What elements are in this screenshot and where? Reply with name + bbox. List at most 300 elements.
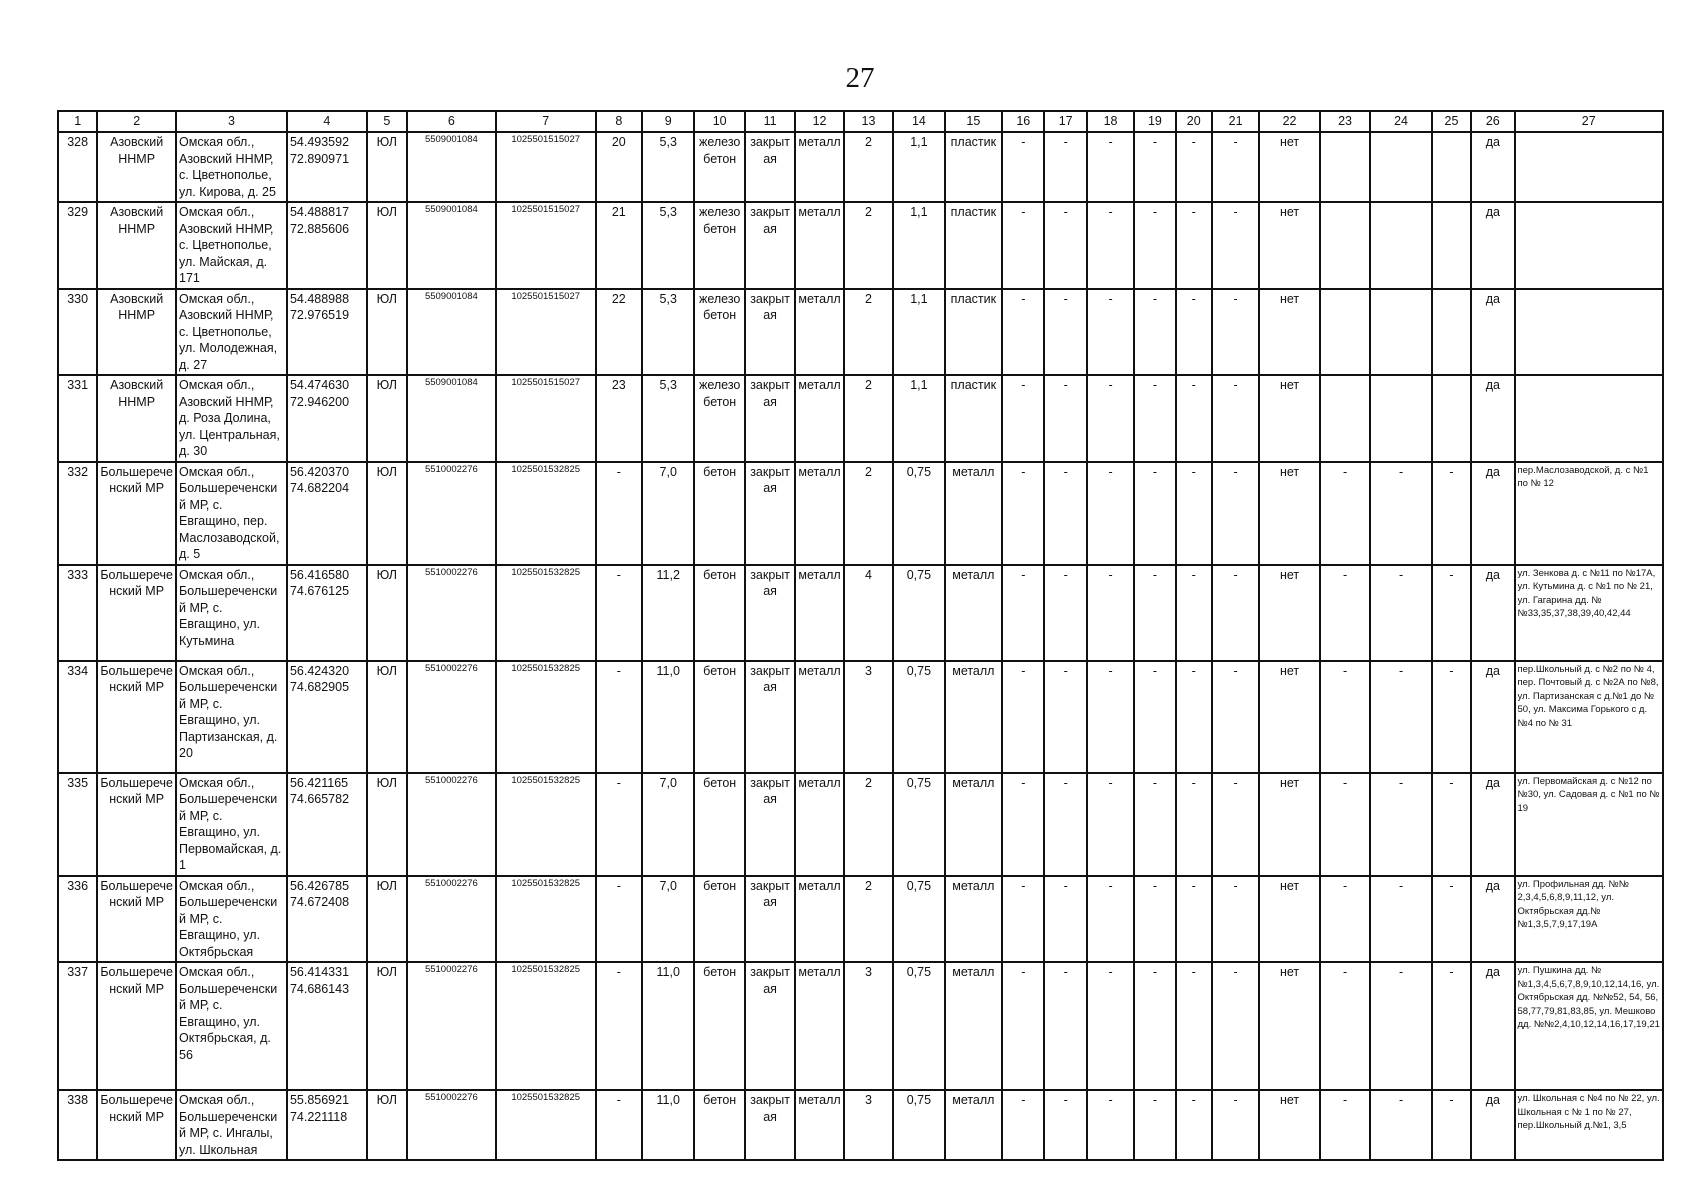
column-header-26: 26 — [1471, 111, 1514, 132]
cell-area: 5,3 — [642, 375, 694, 462]
cell-col-19: - — [1134, 1090, 1175, 1160]
longitude: 74.686143 — [289, 981, 350, 996]
table-row — [58, 1090, 1663, 1160]
cell-col-26: да — [1471, 773, 1514, 876]
cell-col-17: - — [1044, 202, 1086, 289]
cell-col-19: - — [1134, 661, 1175, 773]
longitude: 74.221118 — [289, 1109, 348, 1124]
column-header-27: 27 — [1515, 111, 1664, 132]
cell-col-24: - — [1370, 462, 1432, 565]
cell-material-2: металл — [945, 462, 1003, 565]
cell-col-19: - — [1134, 132, 1175, 202]
cell-address: Омская обл., Большереченский МР, с. Ингалы, ул. Школьная — [176, 1090, 287, 1160]
cell-container-material: металл — [795, 132, 843, 202]
cell-col-16: - — [1002, 962, 1044, 1090]
table-row — [58, 289, 1663, 376]
cell-col-21: - — [1212, 462, 1259, 565]
cell-col-24 — [1370, 289, 1432, 376]
cell-address: Омская обл., Азовский ННМР, д. Роза Долина, ул. Центральная, д. 30 — [176, 375, 287, 462]
cell-col-18: - — [1087, 773, 1134, 876]
cell-surface: бетон — [694, 462, 744, 565]
cell-number: 333 — [58, 565, 97, 661]
cell-col-8: - — [596, 462, 642, 565]
cell-container-count: 3 — [844, 962, 893, 1090]
cell-col-26: да — [1471, 661, 1514, 773]
cell-owner-type: ЮЛ — [367, 565, 407, 661]
longitude: 72.885606 — [289, 221, 350, 236]
cell-number: 330 — [58, 289, 97, 376]
cell-inn: 5510002276 — [407, 876, 496, 963]
cell-coordinates — [287, 773, 367, 876]
cell-owner-type: ЮЛ — [367, 1090, 407, 1160]
column-header-18: 18 — [1087, 111, 1134, 132]
cell-coordinates — [287, 132, 367, 202]
cell-container-volume: 0,75 — [893, 876, 944, 963]
cell-surface: железо бетон — [694, 132, 744, 202]
latitude: 56.414331 — [289, 965, 350, 979]
cell-container-count: 2 — [844, 289, 893, 376]
column-header-13: 13 — [844, 111, 893, 132]
cell-area: 7,0 — [642, 773, 694, 876]
cell-container-count: 2 — [844, 375, 893, 462]
cell-inn: 5510002276 — [407, 962, 496, 1090]
cell-col-17: - — [1044, 375, 1086, 462]
cell-col-24 — [1370, 132, 1432, 202]
cell-owner-type: ЮЛ — [367, 773, 407, 876]
cell-col-16: - — [1002, 565, 1044, 661]
cell-ogrn: 1025501532825 — [496, 1090, 596, 1160]
cell-col-24 — [1370, 375, 1432, 462]
cell-material-2: металл — [945, 773, 1003, 876]
longitude: 74.676125 — [289, 584, 350, 598]
cell-container-material: металл — [795, 962, 843, 1090]
column-header-9: 9 — [642, 111, 694, 132]
cell-col-22: нет — [1259, 773, 1320, 876]
cell-number: 338 — [58, 1090, 97, 1160]
cell-owner-type: ЮЛ — [367, 661, 407, 773]
cell-address: Омская обл., Азовский ННМР, с. Цветнополье, ул. Майская, д. 171 — [176, 202, 287, 289]
cell-col-26: да — [1471, 565, 1514, 661]
cell-served-addresses: ул. Первомайская д. с №12 по №30, ул. Садовая д. с №1 по № 19 — [1515, 773, 1664, 876]
cell-container-material: металл — [795, 375, 843, 462]
latitude: 56.416580 — [289, 567, 350, 582]
cell-number: 332 — [58, 462, 97, 565]
cell-container-count: 2 — [844, 132, 893, 202]
cell-col-16: - — [1002, 773, 1044, 876]
cell-material-2: металл — [945, 876, 1003, 963]
cell-col-18: - — [1087, 462, 1134, 565]
cell-col-18: - — [1087, 661, 1134, 773]
cell-col-23: - — [1320, 565, 1370, 661]
column-header-15: 15 — [945, 111, 1003, 132]
column-header-23: 23 — [1320, 111, 1370, 132]
cell-container-count: 4 — [844, 565, 893, 661]
cell-col-8: 20 — [596, 132, 642, 202]
column-header-7: 7 — [496, 111, 596, 132]
cell-col-25 — [1432, 289, 1471, 376]
cell-col-24: - — [1370, 962, 1432, 1090]
cell-address: Омская обл., Большереченский МР, с. Евгащино, ул. Первомайская, д. 1 — [176, 773, 287, 876]
cell-address: Омская обл., Большереченский МР, с. Евгащино, ул. Октябрьская — [176, 876, 287, 963]
cell-inn: 5510002276 — [407, 565, 496, 661]
cell-col-17: - — [1044, 661, 1086, 773]
cell-col-8: 23 — [596, 375, 642, 462]
table-row — [58, 375, 1663, 462]
cell-col-16: - — [1002, 375, 1044, 462]
cell-container-material: металл — [795, 462, 843, 565]
cell-col-18: - — [1087, 962, 1134, 1090]
cell-served-addresses — [1515, 132, 1664, 202]
cell-col-20: - — [1176, 1090, 1212, 1160]
cell-col-23 — [1320, 202, 1370, 289]
cell-col-24: - — [1370, 661, 1432, 773]
cell-surface: железо бетон — [694, 202, 744, 289]
cell-container-volume: 0,75 — [893, 962, 944, 1090]
cell-surface: бетон — [694, 773, 744, 876]
cell-col-18: - — [1087, 375, 1134, 462]
cell-site-type: закрыт ая — [745, 462, 795, 565]
cell-col-21: - — [1212, 565, 1259, 661]
cell-col-8: 21 — [596, 202, 642, 289]
cell-served-addresses: ул. Зенкова д. с №11 по №17А, ул. Кутьмина д. с №1 по № 21, ул. Гагарина дд. №№33,35,37,38,39,40,42,44 — [1515, 565, 1664, 661]
cell-material-2: металл — [945, 661, 1003, 773]
cell-surface: бетон — [694, 565, 744, 661]
cell-col-23: - — [1320, 1090, 1370, 1160]
cell-owner-type: ЮЛ — [367, 289, 407, 376]
cell-col-21: - — [1212, 289, 1259, 376]
longitude: 74.682204 — [289, 481, 350, 495]
cell-municipality: Азовский ННМР — [97, 289, 176, 376]
cell-col-24: - — [1370, 565, 1432, 661]
cell-municipality: Азовский ННМР — [97, 132, 176, 202]
cell-municipality: Большереченский МР — [97, 462, 176, 565]
cell-col-26: да — [1471, 876, 1514, 963]
cell-site-type: закрыт ая — [745, 661, 795, 773]
cell-col-20: - — [1176, 773, 1212, 876]
cell-container-material: металл — [795, 289, 843, 376]
cell-col-18: - — [1087, 202, 1134, 289]
cell-material-2: металл — [945, 565, 1003, 661]
cell-number: 336 — [58, 876, 97, 963]
cell-container-material: металл — [795, 773, 843, 876]
cell-col-16: - — [1002, 462, 1044, 565]
cell-col-22: нет — [1259, 202, 1320, 289]
cell-col-26: да — [1471, 202, 1514, 289]
cell-container-volume: 0,75 — [893, 565, 944, 661]
cell-col-21: - — [1212, 661, 1259, 773]
column-header-22: 22 — [1259, 111, 1320, 132]
cell-col-16: - — [1002, 202, 1044, 289]
cell-ogrn: 1025501532825 — [496, 462, 596, 565]
cell-col-17: - — [1044, 1090, 1086, 1160]
cell-col-8: - — [596, 565, 642, 661]
column-header-16: 16 — [1002, 111, 1044, 132]
cell-site-type: закрыт ая — [745, 773, 795, 876]
cell-col-25 — [1432, 132, 1471, 202]
latitude: 56.420370 — [289, 464, 350, 479]
latitude: 55.856921 — [289, 1093, 350, 1107]
cell-site-type: закрыт ая — [745, 962, 795, 1090]
cell-col-8: - — [596, 1090, 642, 1160]
cell-col-18: - — [1087, 565, 1134, 661]
cell-col-8: 22 — [596, 289, 642, 376]
table-row — [58, 132, 1663, 202]
cell-coordinates — [287, 289, 367, 376]
cell-col-22: нет — [1259, 565, 1320, 661]
cell-col-19: - — [1134, 202, 1175, 289]
cell-col-8: - — [596, 876, 642, 963]
cell-col-20: - — [1176, 462, 1212, 565]
cell-col-22: нет — [1259, 289, 1320, 376]
cell-col-8: - — [596, 773, 642, 876]
cell-col-17: - — [1044, 462, 1086, 565]
cell-material-2: металл — [945, 1090, 1003, 1160]
cell-area: 5,3 — [642, 202, 694, 289]
cell-col-22: нет — [1259, 462, 1320, 565]
cell-col-19: - — [1134, 375, 1175, 462]
cell-area: 7,0 — [642, 462, 694, 565]
cell-site-type: закрыт ая — [745, 1090, 795, 1160]
cell-col-26: да — [1471, 462, 1514, 565]
cell-coordinates — [287, 375, 367, 462]
cell-container-volume: 0,75 — [893, 773, 944, 876]
column-header-10: 10 — [694, 111, 744, 132]
cell-surface: бетон — [694, 661, 744, 773]
cell-col-17: - — [1044, 565, 1086, 661]
cell-container-count: 2 — [844, 202, 893, 289]
cell-col-26: да — [1471, 962, 1514, 1090]
cell-served-addresses: ул. Профильная дд. №№ 2,3,4,5,6,8,9,11,12, ул. Октябрьская дд.№№1,3,5,7,9,17,19А — [1515, 876, 1664, 963]
cell-col-23 — [1320, 132, 1370, 202]
latitude: 56.421165 — [289, 775, 349, 790]
cell-surface: бетон — [694, 962, 744, 1090]
table-row — [58, 202, 1663, 289]
cell-ogrn: 1025501532825 — [496, 773, 596, 876]
cell-inn: 5510002276 — [407, 773, 496, 876]
cell-container-volume: 0,75 — [893, 661, 944, 773]
cell-coordinates — [287, 876, 367, 963]
cell-col-20: - — [1176, 375, 1212, 462]
table-row — [58, 773, 1663, 876]
cell-col-26: да — [1471, 375, 1514, 462]
table-body — [58, 132, 1663, 1160]
longitude: 74.682905 — [289, 680, 350, 694]
cell-col-22: нет — [1259, 132, 1320, 202]
cell-coordinates — [287, 462, 367, 565]
cell-site-type: закрыт ая — [745, 876, 795, 963]
cell-col-26: да — [1471, 132, 1514, 202]
cell-col-23: - — [1320, 462, 1370, 565]
cell-col-25 — [1432, 202, 1471, 289]
cell-col-19: - — [1134, 876, 1175, 963]
header-row — [58, 111, 1663, 132]
cell-col-20: - — [1176, 565, 1212, 661]
cell-municipality: Азовский ННМР — [97, 375, 176, 462]
column-header-19: 19 — [1134, 111, 1175, 132]
cell-col-16: - — [1002, 132, 1044, 202]
cell-ogrn: 1025501515027 — [496, 202, 596, 289]
longitude: 72.976519 — [289, 308, 350, 322]
cell-surface: железо бетон — [694, 375, 744, 462]
cell-col-20: - — [1176, 876, 1212, 963]
cell-col-20: - — [1176, 962, 1212, 1090]
cell-owner-type: ЮЛ — [367, 202, 407, 289]
cell-col-19: - — [1134, 773, 1175, 876]
cell-col-17: - — [1044, 132, 1086, 202]
cell-col-24: - — [1370, 876, 1432, 963]
cell-area: 5,3 — [642, 289, 694, 376]
cell-col-24: - — [1370, 1090, 1432, 1160]
cell-col-8: - — [596, 661, 642, 773]
cell-area: 11,2 — [642, 565, 694, 661]
cell-owner-type: ЮЛ — [367, 462, 407, 565]
cell-material-2: пластик — [945, 202, 1003, 289]
cell-site-type: закрыт ая — [745, 565, 795, 661]
cell-container-volume: 1,1 — [893, 132, 944, 202]
column-header-3: 3 — [176, 111, 287, 132]
cell-address: Омская обл., Азовский ННМР, с. Цветнополье, ул. Кирова, д. 25 — [176, 132, 287, 202]
page-number: 27 — [845, 62, 875, 94]
cell-col-23: - — [1320, 962, 1370, 1090]
cell-col-17: - — [1044, 773, 1086, 876]
column-header-24: 24 — [1370, 111, 1432, 132]
cell-col-16: - — [1002, 289, 1044, 376]
longitude: 74.672408 — [289, 895, 350, 909]
cell-site-type: закрыт ая — [745, 289, 795, 376]
cell-municipality: Азовский ННМР — [97, 202, 176, 289]
cell-col-20: - — [1176, 661, 1212, 773]
cell-col-8: - — [596, 962, 642, 1090]
cell-col-17: - — [1044, 289, 1086, 376]
cell-address: Омская обл., Большереченский МР, с. Евгащино, пер. Маслозаводской, д. 5 — [176, 462, 287, 565]
registry-table — [57, 110, 1664, 1161]
column-header-12: 12 — [795, 111, 843, 132]
cell-inn: 5509001084 — [407, 375, 496, 462]
cell-col-21: - — [1212, 876, 1259, 963]
cell-number: 331 — [58, 375, 97, 462]
cell-container-volume: 1,1 — [893, 202, 944, 289]
cell-surface: железо бетон — [694, 289, 744, 376]
cell-col-24: - — [1370, 773, 1432, 876]
longitude: 74.665782 — [289, 792, 350, 806]
cell-number: 334 — [58, 661, 97, 773]
cell-owner-type: ЮЛ — [367, 876, 407, 963]
longitude: 72.946200 — [289, 394, 350, 409]
cell-ogrn: 1025501532825 — [496, 661, 596, 773]
longitude: 72.890971 — [289, 151, 350, 166]
cell-col-20: - — [1176, 202, 1212, 289]
cell-col-23 — [1320, 375, 1370, 462]
cell-container-count: 2 — [844, 462, 893, 565]
cell-col-21: - — [1212, 132, 1259, 202]
cell-address: Омская обл., Большереченский МР, с. Евгащино, ул. Кутьмина — [176, 565, 287, 661]
cell-col-25: - — [1432, 565, 1471, 661]
cell-col-18: - — [1087, 132, 1134, 202]
cell-container-material: металл — [795, 1090, 843, 1160]
cell-municipality: Большереченский МР — [97, 773, 176, 876]
cell-municipality: Большереченский МР — [97, 1090, 176, 1160]
cell-col-18: - — [1087, 289, 1134, 376]
cell-col-19: - — [1134, 289, 1175, 376]
cell-area: 5,3 — [642, 132, 694, 202]
column-header-25: 25 — [1432, 111, 1471, 132]
cell-material-2: пластик — [945, 375, 1003, 462]
cell-col-26: да — [1471, 1090, 1514, 1160]
cell-col-25 — [1432, 375, 1471, 462]
cell-ogrn: 1025501532825 — [496, 565, 596, 661]
latitude: 54.474630 — [289, 378, 350, 392]
cell-inn: 5510002276 — [407, 462, 496, 565]
cell-col-22: нет — [1259, 876, 1320, 963]
cell-col-25: - — [1432, 876, 1471, 963]
cell-area: 11,0 — [642, 962, 694, 1090]
table-row — [58, 876, 1663, 963]
cell-served-addresses: ул. Пушкина дд. №№1,3,4,5,6,7,8,9,10,12,14,16, ул. Октябрьская дд. №№52, 54, 56, 58,77,79,81,83,85, ул. Мешково дд. №№2,4,10,12,14,16,17,19,21 — [1515, 962, 1664, 1090]
column-header-8: 8 — [596, 111, 642, 132]
cell-container-count: 3 — [844, 1090, 893, 1160]
cell-site-type: закрыт ая — [745, 375, 795, 462]
cell-container-volume: 0,75 — [893, 1090, 944, 1160]
cell-container-material: металл — [795, 661, 843, 773]
cell-ogrn: 1025501515027 — [496, 375, 596, 462]
cell-material-2: пластик — [945, 132, 1003, 202]
cell-col-25: - — [1432, 962, 1471, 1090]
cell-served-addresses: ул. Школьная с №4 по № 22, ул. Школьная с № 1 по № 27, пер.Школьный д.№1, 3,5 — [1515, 1090, 1664, 1160]
cell-container-count: 3 — [844, 661, 893, 773]
cell-number: 329 — [58, 202, 97, 289]
cell-container-count: 2 — [844, 773, 893, 876]
cell-container-volume: 1,1 — [893, 289, 944, 376]
cell-surface: бетон — [694, 876, 744, 963]
column-header-20: 20 — [1176, 111, 1212, 132]
cell-served-addresses: пер.Школьный д. с №2 по № 4, пер. Почтовый д. с №2А по №8, ул. Партизанская с д.№1 до № 50, ул. Максима Горького с д. №4 по № 31 — [1515, 661, 1664, 773]
cell-served-addresses — [1515, 289, 1664, 376]
cell-col-25: - — [1432, 462, 1471, 565]
cell-col-23 — [1320, 289, 1370, 376]
cell-area: 7,0 — [642, 876, 694, 963]
latitude: 56.426785 — [289, 878, 350, 893]
column-header-21: 21 — [1212, 111, 1259, 132]
latitude: 54.488988 — [289, 291, 350, 306]
cell-owner-type: ЮЛ — [367, 132, 407, 202]
cell-ogrn: 1025501532825 — [496, 876, 596, 963]
cell-col-23: - — [1320, 876, 1370, 963]
latitude: 54.493592 — [289, 135, 350, 149]
cell-number: 337 — [58, 962, 97, 1090]
cell-number: 335 — [58, 773, 97, 876]
cell-container-volume: 0,75 — [893, 462, 944, 565]
cell-col-20: - — [1176, 132, 1212, 202]
table-row — [58, 962, 1663, 1090]
cell-ogrn: 1025501515027 — [496, 132, 596, 202]
cell-col-25: - — [1432, 1090, 1471, 1160]
cell-owner-type: ЮЛ — [367, 375, 407, 462]
cell-col-21: - — [1212, 962, 1259, 1090]
cell-col-23: - — [1320, 661, 1370, 773]
cell-col-21: - — [1212, 202, 1259, 289]
cell-container-material: металл — [795, 202, 843, 289]
column-header-6: 6 — [407, 111, 496, 132]
column-header-14: 14 — [893, 111, 944, 132]
cell-col-21: - — [1212, 773, 1259, 876]
cell-municipality: Большереченский МР — [97, 565, 176, 661]
column-header-1: 1 — [58, 111, 97, 132]
column-header-11: 11 — [745, 111, 795, 132]
column-header-17: 17 — [1044, 111, 1086, 132]
cell-site-type: закрыт ая — [745, 202, 795, 289]
cell-col-24 — [1370, 202, 1432, 289]
cell-coordinates — [287, 1090, 367, 1160]
